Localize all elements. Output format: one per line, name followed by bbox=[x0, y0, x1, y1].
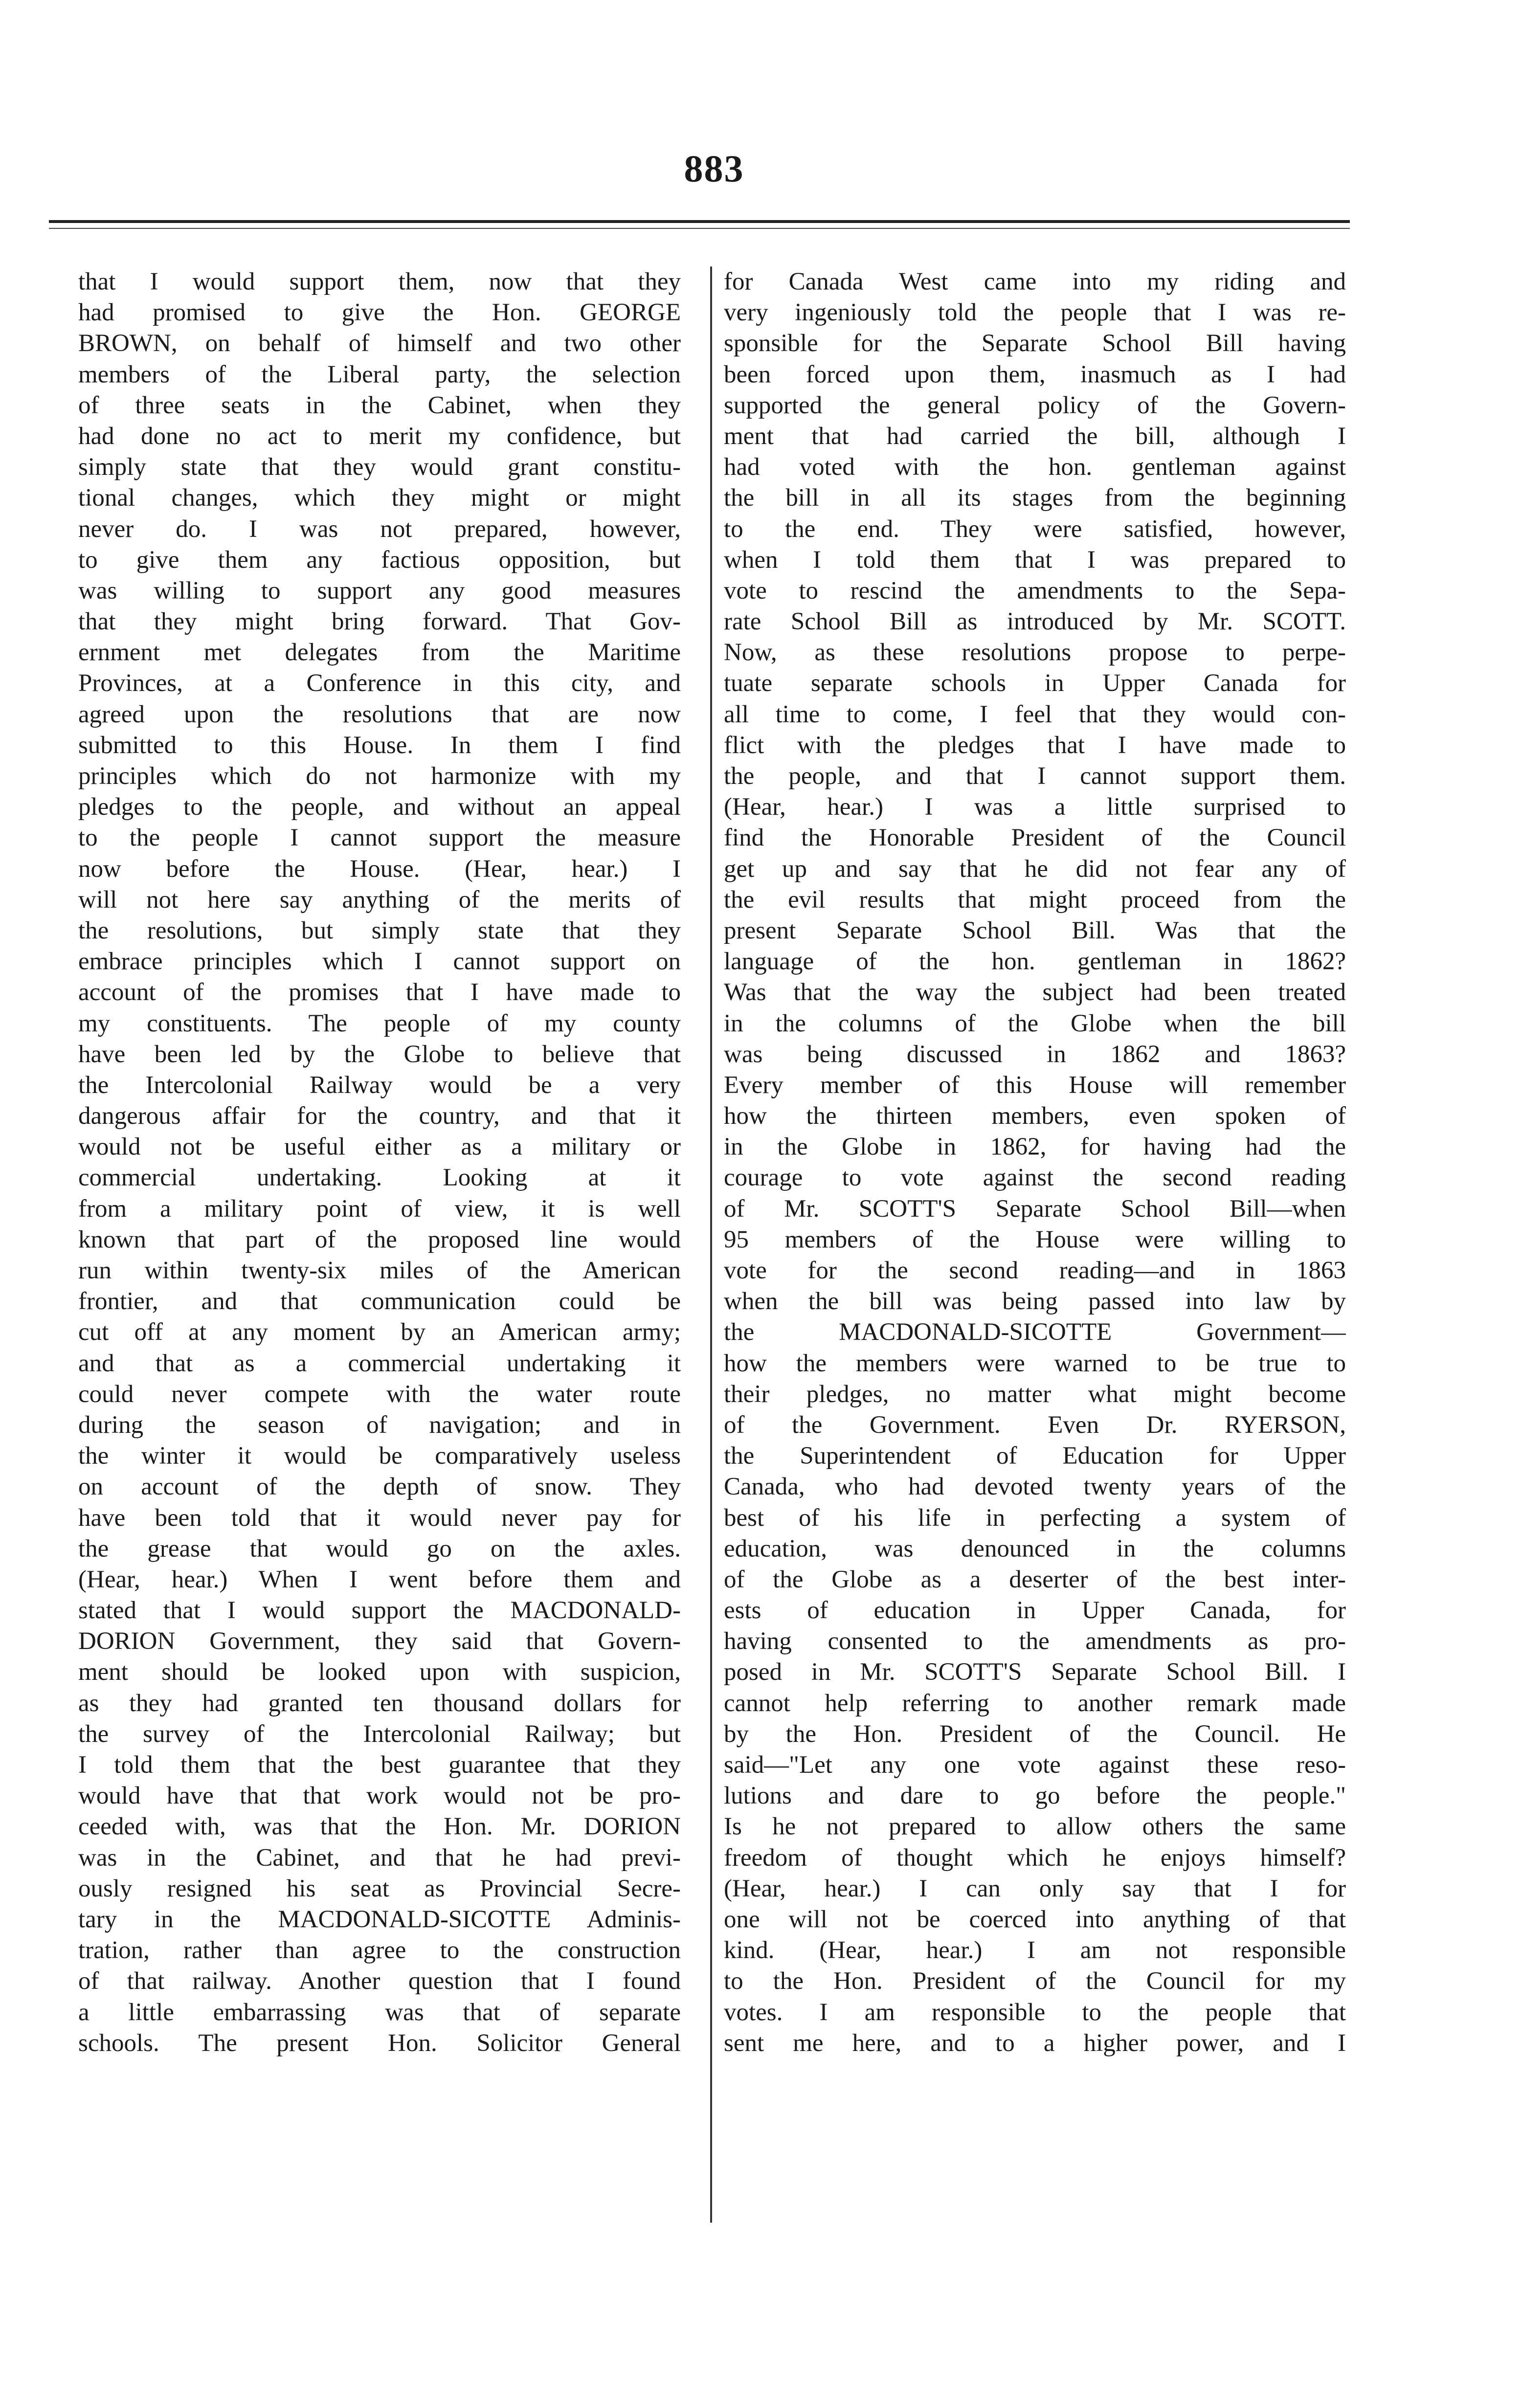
text-line: members of the Liberal party, the selection bbox=[78, 360, 681, 388]
column-divider bbox=[710, 267, 712, 2223]
text-line: to the end. They were satisfied, however, bbox=[724, 515, 1346, 543]
text-line: known that part of the proposed line would bbox=[78, 1226, 681, 1253]
text-line: was being discussed in 1862 and 1863? bbox=[724, 1040, 1346, 1068]
text-line: account of the promises that I have made to bbox=[78, 979, 681, 1006]
text-line: in the Globe in 1862, for having had the bbox=[724, 1133, 1346, 1161]
text-line: education, was denounced in the columns bbox=[724, 1535, 1346, 1562]
text-line: the MACDONALD-SICOTTE Government— bbox=[724, 1318, 1346, 1346]
text-line: (Hear, hear.) I can only say that I for bbox=[724, 1874, 1346, 1902]
text-line: tuate separate schools in Upper Canada for bbox=[724, 669, 1346, 697]
text-line: the resolutions, but simply state that they bbox=[78, 916, 681, 944]
text-line: the winter it would be comparatively useless bbox=[78, 1442, 681, 1470]
text-line: tional changes, which they might or might bbox=[78, 484, 681, 512]
text-line: of three seats in the Cabinet, when they bbox=[78, 391, 681, 419]
text-line: (Hear, hear.) When I went before them and bbox=[78, 1565, 681, 1593]
text-line: could never compete with the water route bbox=[78, 1380, 681, 1408]
text-line: Canada, who had devoted twenty years of the bbox=[724, 1473, 1346, 1501]
text-line: vote for the second reading—and in 1863 bbox=[724, 1257, 1346, 1284]
text-line: 95 members of the House were willing to bbox=[724, 1226, 1346, 1253]
text-line: to the Hon. President of the Council for my bbox=[724, 1967, 1346, 1995]
text-line: Was that the way the subject had been treated bbox=[724, 979, 1346, 1006]
text-line: my constituents. The people of my county bbox=[78, 1009, 681, 1037]
text-line: tary in the MACDONALD-SICOTTE Adminis- bbox=[78, 1905, 681, 1933]
text-line: language of the hon. gentleman in 1862? bbox=[724, 948, 1346, 976]
text-line: ment should be looked upon with suspicion, bbox=[78, 1658, 681, 1686]
text-line: when the bill was being passed into law by bbox=[724, 1288, 1346, 1315]
text-line: Provinces, at a Conference in this city, and bbox=[78, 669, 681, 697]
text-line: their pledges, no matter what might become bbox=[724, 1380, 1346, 1408]
text-line: the grease that would go on the axles. bbox=[78, 1535, 681, 1562]
text-line: posed in Mr. SCOTT'S Separate School Bill. I bbox=[724, 1658, 1346, 1686]
text-line: supported the general policy of the Govern- bbox=[724, 391, 1346, 419]
text-line: how the thirteen members, even spoken of bbox=[724, 1102, 1346, 1130]
text-line: (Hear, hear.) I was a little surprised to bbox=[724, 793, 1346, 821]
text-line: how the members were warned to be true to bbox=[724, 1349, 1346, 1377]
text-line: DORION Government, they said that Govern- bbox=[78, 1628, 681, 1655]
text-line: frontier, and that communication could be bbox=[78, 1288, 681, 1315]
text-line: dangerous affair for the country, and that it bbox=[78, 1102, 681, 1130]
text-line: rate School Bill as introduced by Mr. SCOTT. bbox=[724, 608, 1346, 636]
text-line: Now, as these resolutions propose to perpe- bbox=[724, 639, 1346, 667]
text-line: votes. I am responsible to the people that bbox=[724, 1998, 1346, 2026]
text-line: of that railway. Another question that I found bbox=[78, 1967, 681, 1995]
text-line: of the Globe as a deserter of the best inter- bbox=[724, 1565, 1346, 1593]
text-line: as they had granted ten thousand dollars for bbox=[78, 1689, 681, 1717]
text-line: never do. I was not prepared, however, bbox=[78, 515, 681, 543]
text-line: the evil results that might proceed from the bbox=[724, 886, 1346, 914]
right-column bbox=[724, 267, 1346, 2232]
text-line: cut off at any moment by an American army; bbox=[78, 1318, 681, 1346]
text-line: when I told them that I was prepared to bbox=[724, 546, 1346, 574]
text-line: vote to rescind the amendments to the Sepa- bbox=[724, 577, 1346, 604]
text-line: get up and say that he did not fear any of bbox=[724, 855, 1346, 883]
text-line: kind. (Hear, hear.) I am not responsible bbox=[724, 1937, 1346, 1964]
text-line: the survey of the Intercolonial Railway; but bbox=[78, 1720, 681, 1748]
text-line: would have that that work would not be pro- bbox=[78, 1782, 681, 1810]
text-line: and that as a commercial undertaking it bbox=[78, 1349, 681, 1377]
text-line: freedom of thought which he enjoys himself? bbox=[724, 1844, 1346, 1872]
text-line: of the Government. Even Dr. RYERSON, bbox=[724, 1411, 1346, 1439]
text-line: simply state that they would grant constitu- bbox=[78, 453, 681, 481]
header-rule-thin bbox=[49, 228, 1350, 229]
text-line: on account of the depth of snow. They bbox=[78, 1473, 681, 1501]
text-line: had promised to give the Hon. GEORGE bbox=[78, 299, 681, 327]
text-line: had voted with the hon. gentleman against bbox=[724, 453, 1346, 481]
text-line: courage to vote against the second reading bbox=[724, 1164, 1346, 1192]
text-line: now before the House. (Hear, hear.) I bbox=[78, 855, 681, 883]
text-line: had done no act to merit my confidence, but bbox=[78, 422, 681, 450]
text-line: was in the Cabinet, and that he had previ- bbox=[78, 1844, 681, 1872]
text-line: the Intercolonial Railway would be a very bbox=[78, 1071, 681, 1099]
text-line: stated that I would support the MACDONALD- bbox=[78, 1597, 681, 1625]
text-line: said—"Let any one vote against these reso- bbox=[724, 1751, 1346, 1779]
text-line: ously resigned his seat as Provincial Secre- bbox=[78, 1874, 681, 1902]
text-line: the Superintendent of Education for Upper bbox=[724, 1442, 1346, 1470]
text-line: ests of education in Upper Canada, for bbox=[724, 1597, 1346, 1625]
text-line: have been led by the Globe to believe that bbox=[78, 1040, 681, 1068]
text-line: from a military point of view, it is well bbox=[78, 1195, 681, 1223]
text-line: was willing to support any good measures bbox=[78, 577, 681, 604]
text-line: flict with the pledges that I have made to bbox=[724, 731, 1346, 759]
text-line: agreed upon the resolutions that are now bbox=[78, 700, 681, 728]
text-line: will not here say anything of the merits of bbox=[78, 886, 681, 914]
text-line: sent me here, and to a higher power, and I bbox=[724, 2029, 1346, 2057]
text-line: sponsible for the Separate School Bill having bbox=[724, 330, 1346, 357]
text-line: schools. The present Hon. Solicitor General bbox=[78, 2029, 681, 2057]
text-line: Is he not prepared to allow others the same bbox=[724, 1813, 1346, 1841]
text-line: all time to come, I feel that they would con- bbox=[724, 700, 1346, 728]
text-line: tration, rather than agree to the construction bbox=[78, 1937, 681, 1964]
text-line: very ingeniously told the people that I was re- bbox=[724, 299, 1346, 327]
text-line: for Canada West came into my riding and bbox=[724, 268, 1346, 295]
text-line: been forced upon them, inasmuch as I had bbox=[724, 360, 1346, 388]
page-number: 883 bbox=[684, 147, 744, 190]
text-line: run within twenty-six miles of the American bbox=[78, 1257, 681, 1284]
text-line: embrace principles which I cannot support on bbox=[78, 948, 681, 976]
text-line: ernment met delegates from the Maritime bbox=[78, 639, 681, 667]
text-line: ceeded with, was that the Hon. Mr. DORION bbox=[78, 1813, 681, 1841]
text-line: submitted to this House. In them I find bbox=[78, 731, 681, 759]
text-line: having consented to the amendments as pro- bbox=[724, 1628, 1346, 1655]
text-line: principles which do not harmonize with my bbox=[78, 762, 681, 790]
text-line: I told them that the best guarantee that they bbox=[78, 1751, 681, 1779]
text-line: of Mr. SCOTT'S Separate School Bill—when bbox=[724, 1195, 1346, 1223]
header-rule bbox=[49, 220, 1350, 223]
text-line: in the columns of the Globe when the bill bbox=[724, 1009, 1346, 1037]
text-line: cannot help referring to another remark made bbox=[724, 1689, 1346, 1717]
text-line: by the Hon. President of the Council. He bbox=[724, 1720, 1346, 1748]
text-line: lutions and dare to go before the people." bbox=[724, 1782, 1346, 1810]
text-line: have been told that it would never pay for bbox=[78, 1504, 681, 1532]
text-line: that they might bring forward. That Gov- bbox=[78, 608, 681, 636]
text-line: the people, and that I cannot support them. bbox=[724, 762, 1346, 790]
text-line: that I would support them, now that they bbox=[78, 268, 681, 295]
text-line: a little embarrassing was that of separate bbox=[78, 1998, 681, 2026]
text-line: to give them any factious opposition, but bbox=[78, 546, 681, 574]
text-line: to the people I cannot support the measure bbox=[78, 824, 681, 852]
text-line: ment that had carried the bill, although I bbox=[724, 422, 1346, 450]
text-line: find the Honorable President of the Council bbox=[724, 824, 1346, 852]
text-line: pledges to the people, and without an appeal bbox=[78, 793, 681, 821]
text-line: commercial undertaking. Looking at it bbox=[78, 1164, 681, 1192]
text-line: the bill in all its stages from the beginning bbox=[724, 484, 1346, 512]
text-line: best of his life in perfecting a system of bbox=[724, 1504, 1346, 1532]
text-line: BROWN, on behalf of himself and two other bbox=[78, 330, 681, 357]
text-line: would not be useful either as a military or bbox=[78, 1133, 681, 1161]
text-line: Every member of this House will remember bbox=[724, 1071, 1346, 1099]
text-line: during the season of navigation; and in bbox=[78, 1411, 681, 1439]
left-column bbox=[78, 267, 681, 2232]
text-line: present Separate School Bill. Was that the bbox=[724, 916, 1346, 944]
text-line: one will not be coerced into anything of that bbox=[724, 1905, 1346, 1933]
